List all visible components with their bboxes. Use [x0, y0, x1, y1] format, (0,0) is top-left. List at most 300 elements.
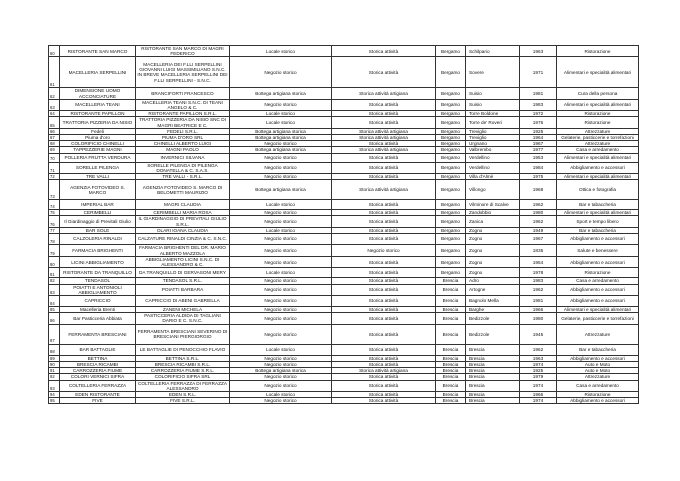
shop-sign-cell: Il Giardinaggio di Previtali Giulio — [60, 216, 136, 227]
shop-type-cell: Negozio storico — [230, 307, 332, 313]
shop-sign-cell: BETTINA — [60, 355, 136, 361]
row-number: 84 — [49, 296, 60, 307]
row-number: 60 — [49, 46, 60, 57]
municipality-cell: Zandobbio — [466, 210, 520, 216]
category-cell: Storica attività artigiana — [332, 135, 436, 141]
shop-type-cell: Bottega artigiana storica — [230, 88, 332, 99]
sector-cell: Alimentari e specialità alimentari — [557, 210, 639, 216]
shop-type-cell: Bottega artigiana storica — [230, 147, 332, 153]
table-row — [49, 380, 639, 391]
founding-year-cell: 1962 — [520, 216, 557, 227]
company-name-cell: CAPRICCIO DI ABENI GABRIELLA — [136, 296, 230, 307]
founding-year-cell: 1925 — [520, 128, 557, 134]
company-name-cell: CERIMBELLI MARIA ROSA — [136, 210, 230, 216]
company-name-cell: FERRAMENTA BRESCIANI SEVERINO DI BRESCIANI PIERGIORGIO — [136, 324, 230, 344]
founding-year-cell: 1963 — [520, 355, 557, 361]
category-cell: Storica attività — [332, 216, 436, 227]
founding-year-cell: 1975 — [520, 174, 557, 180]
municipality-cell: Zogno — [466, 268, 520, 278]
province-cell: Brescia — [436, 313, 466, 324]
category-cell: Storica attività — [332, 307, 436, 313]
founding-year-cell: 1972 — [520, 111, 557, 117]
shop-sign-cell: EDEN RISTORANTE — [60, 391, 136, 397]
founding-year-cell: 1983 — [520, 278, 557, 284]
table-row — [49, 46, 639, 57]
province-cell: Bergamo — [436, 88, 466, 99]
shop-type-cell: Negozio storico — [230, 374, 332, 380]
table-row — [49, 324, 639, 344]
shop-type-cell: Negozio storico — [230, 296, 332, 307]
category-cell: Storica attività artigiana — [332, 368, 436, 374]
sector-cell: Gelaterie, pasticcerie e torrefazioni — [557, 135, 639, 141]
company-name-cell: BETTINA S.R.L. — [136, 355, 230, 361]
shop-type-cell: Negozio storico — [230, 99, 332, 110]
founding-year-cell: 1964 — [520, 135, 557, 141]
founding-year-cell: 1978 — [520, 268, 557, 278]
table-row — [49, 284, 639, 295]
row-number: 94 — [49, 391, 60, 397]
municipality-cell: Adro — [466, 278, 520, 284]
province-cell: Brescia — [436, 398, 466, 404]
row-number: 75 — [49, 210, 60, 216]
category-cell: Storica attività — [332, 141, 436, 147]
founding-year-cell: 1967 — [520, 234, 557, 245]
table-row — [49, 296, 639, 307]
category-cell: Storica attività — [332, 324, 436, 344]
shop-sign-cell: TRE VALLI — [60, 174, 136, 180]
category-cell: Storica attività — [332, 278, 436, 284]
company-name-cell: COLORIFICIO SIFRA SRL — [136, 374, 230, 380]
row-number: 89 — [49, 355, 60, 361]
shop-sign-cell: CERIMBELLI — [60, 210, 136, 216]
shop-sign-cell: FARMACIA BRIGHENTI — [60, 245, 136, 257]
table-row — [49, 117, 639, 128]
table-row — [49, 57, 639, 88]
municipality-cell: Urgnano — [466, 141, 520, 147]
municipality-cell: Brescia — [466, 368, 520, 374]
company-name-cell: MACELLERIA TEANI S.N.C. DI TEANI ANGELO & C. — [136, 99, 230, 110]
founding-year-cell: 1962 — [520, 200, 557, 210]
shop-type-cell: Negozio storico — [230, 174, 332, 180]
province-cell: Bergamo — [436, 257, 466, 268]
company-name-cell: PASTICCERIA ALDIDA DI TAGLIANI DARIO E C. S.N.C. — [136, 313, 230, 324]
shop-type-cell: Negozio storico — [230, 324, 332, 344]
category-cell: Storica attività — [332, 361, 436, 367]
municipality-cell: Treviglio — [466, 135, 520, 141]
row-number: 77 — [49, 227, 60, 233]
province-cell: Brescia — [436, 380, 466, 391]
province-cell: Bergamo — [436, 174, 466, 180]
shop-type-cell: Locale storico — [230, 268, 332, 278]
shop-type-cell: Negozio storico — [230, 162, 332, 173]
shop-sign-cell: AGENZIA FOTOVIDEO S. MARCO — [60, 180, 136, 200]
municipality-cell: Bedizzole — [466, 313, 520, 324]
category-cell: Storica attività — [332, 398, 436, 404]
founding-year-cell: 1966 — [520, 391, 557, 397]
category-cell: Storica attività — [332, 313, 436, 324]
founding-year-cell: 1966 — [520, 307, 557, 313]
table-row — [49, 313, 639, 324]
province-cell: Bergamo — [436, 162, 466, 173]
province-cell: Brescia — [436, 344, 466, 355]
category-cell: Storica attività — [332, 391, 436, 397]
table-row — [49, 99, 639, 110]
founding-year-cell: 1976 — [520, 117, 557, 128]
row-number: 91 — [49, 368, 60, 374]
sector-cell: Abbigliamento e accessori — [557, 355, 639, 361]
sector-cell: Abbigliamento e accessori — [557, 284, 639, 295]
shop-sign-cell: BAR SOLE — [60, 227, 136, 233]
table-row — [49, 245, 639, 257]
sector-cell: Alimentari e specialità alimentari — [557, 174, 639, 180]
founding-year-cell: 1945 — [520, 324, 557, 344]
category-cell: Storica attività — [332, 153, 436, 162]
company-name-cell: RISTORANTE SAN MARCO DI MAGRI FEDERICO — [136, 46, 230, 57]
company-name-cell: INVERNICI SILVANA — [136, 153, 230, 162]
company-name-cell: MAGRI CLAUDIA — [136, 200, 230, 210]
row-number: 92 — [49, 374, 60, 380]
category-cell: Storica attività — [332, 162, 436, 173]
company-name-cell: ABBIGLIAMENTO LICINI S.N.C. DI ALESSANDRO & C. — [136, 257, 230, 268]
table-body — [49, 46, 639, 404]
company-name-cell: SORELLE PILENGA DI PILENGA DONATELLA & C. S.A.S. — [136, 162, 230, 173]
row-number: 67 — [49, 135, 60, 141]
shop-type-cell: Locale storico — [230, 46, 332, 57]
municipality-cell: Villa d'Almè — [466, 174, 520, 180]
company-name-cell: CARROZZERIA FIUME S.R.L. — [136, 368, 230, 374]
municipality-cell: Suisio — [466, 99, 520, 110]
sector-cell: Ristorazione — [557, 111, 639, 117]
shop-sign-cell: FIVE — [60, 398, 136, 404]
province-cell: Brescia — [436, 307, 466, 313]
municipality-cell: Torre de' Roveri — [466, 117, 520, 128]
sector-cell: Alimentari e specialità alimentari — [557, 307, 639, 313]
shop-type-cell: Negozio storico — [230, 210, 332, 216]
shop-type-cell: Negozio storico — [230, 361, 332, 367]
category-cell: Storica attività artigiana — [332, 180, 436, 200]
province-cell: Bergamo — [436, 128, 466, 134]
municipality-cell: Brescia — [466, 374, 520, 380]
province-cell: Bergamo — [436, 268, 466, 278]
shop-type-cell: Bottega artigiana storica — [230, 128, 332, 134]
province-cell: Bergamo — [436, 234, 466, 245]
province-cell: Bergamo — [436, 135, 466, 141]
row-number: 69 — [49, 147, 60, 153]
founding-year-cell: 1974 — [520, 398, 557, 404]
company-name-cell: BRESCIA RICAMBI S.R.L. — [136, 361, 230, 367]
category-cell: Storica attività — [332, 284, 436, 295]
row-number: 64 — [49, 111, 60, 117]
founding-year-cell: 1971 — [520, 57, 557, 88]
row-number: 86 — [49, 313, 60, 324]
company-name-cell: POIATTI BARBARA — [136, 284, 230, 295]
company-name-cell: RISTORANTE PAPILLON S.R.L. — [136, 111, 230, 117]
company-name-cell: FIVE S.R.L. — [136, 398, 230, 404]
shop-sign-cell: CALZOLERIA RINALDI — [60, 234, 136, 245]
category-cell: Storica attività artigiana — [332, 128, 436, 134]
sector-cell: Ristorazione — [557, 46, 639, 57]
shop-sign-cell: BAR BATTAGLIE — [60, 344, 136, 355]
sector-cell: Abbigliamento e accessori — [557, 162, 639, 173]
sector-cell: Ristorazione — [557, 268, 639, 278]
province-cell: Brescia — [436, 284, 466, 295]
founding-year-cell: 1962 — [520, 344, 557, 355]
shop-sign-cell: Fedeli — [60, 128, 136, 134]
sector-cell: Attrezzature — [557, 374, 639, 380]
table-row — [49, 234, 639, 245]
province-cell: Bergamo — [436, 216, 466, 227]
province-cell: Brescia — [436, 324, 466, 344]
founding-year-cell: 1962 — [520, 284, 557, 295]
historic-shops-table — [48, 45, 639, 404]
shop-sign-cell: FERRAMENTA BRESCIANI — [60, 324, 136, 344]
municipality-cell: Zogno — [466, 227, 520, 233]
category-cell: Storica attività — [332, 380, 436, 391]
province-cell: Bergamo — [436, 46, 466, 57]
shop-sign-cell: BRESCIA RICAMBI — [60, 361, 136, 367]
row-number: 70 — [49, 153, 60, 162]
row-number: 83 — [49, 284, 60, 295]
shop-sign-cell: MACELLERIA SERPELLINI — [60, 57, 136, 88]
province-cell: Bergamo — [436, 147, 466, 153]
municipality-cell: Zogno — [466, 234, 520, 245]
shop-type-cell: Negozio storico — [230, 57, 332, 88]
founding-year-cell: 1977 — [520, 147, 557, 153]
category-cell: Storica attività artigiana — [332, 88, 436, 99]
sector-cell: Attrezzature — [557, 128, 639, 134]
sector-cell: Ristorazione — [557, 391, 639, 397]
municipality-cell: Torre Boldone — [466, 111, 520, 117]
founding-year-cell: 1835 — [520, 245, 557, 257]
row-number: 63 — [49, 99, 60, 110]
shop-sign-cell: SORELLE PILENGA — [60, 162, 136, 173]
shop-type-cell: Negozio storico — [230, 284, 332, 295]
province-cell: Brescia — [436, 296, 466, 307]
row-number: 81 — [49, 268, 60, 278]
table-row — [49, 398, 639, 404]
row-number: 61 — [49, 57, 60, 88]
category-cell: Storica attività — [332, 99, 436, 110]
sector-cell: Bar e tabaccheria — [557, 344, 639, 355]
province-cell: Bergamo — [436, 99, 466, 110]
municipality-cell: Brescia — [466, 361, 520, 367]
municipality-cell: Zogno — [466, 245, 520, 257]
municipality-cell: Brescia — [466, 355, 520, 361]
table-row — [49, 88, 639, 99]
shop-sign-cell: COLTELLERIA FERRAZZA — [60, 380, 136, 391]
company-name-cell: TENDASOL S.R.L. — [136, 278, 230, 284]
category-cell: Storica attività artigiana — [332, 147, 436, 153]
category-cell: Storica attività — [332, 174, 436, 180]
row-number: 74 — [49, 200, 60, 210]
company-name-cell: AGENZIA FOTOVIDEO S. MARCO DI BELOMETTI MAURIZIO — [136, 180, 230, 200]
shop-sign-cell: TAPPEZZERIE MAGNI — [60, 147, 136, 153]
row-number: 68 — [49, 141, 60, 147]
province-cell: Bergamo — [436, 141, 466, 147]
row-number: 78 — [49, 234, 60, 245]
table-row — [49, 257, 639, 268]
founding-year-cell: 1981 — [520, 296, 557, 307]
municipality-cell: Brescia — [466, 398, 520, 404]
shop-type-cell: Negozio storico — [230, 313, 332, 324]
category-cell: Storica attività — [332, 344, 436, 355]
row-number: 80 — [49, 257, 60, 268]
shop-type-cell: Negozio storico — [230, 355, 332, 361]
shop-sign-cell: POIATTI E ANTONIOLI ABBIGLIAMENTO — [60, 284, 136, 295]
sector-cell: Alimentari e specialità alimentari — [557, 153, 639, 162]
province-cell: Bergamo — [436, 180, 466, 200]
shop-type-cell: Negozio storico — [230, 398, 332, 404]
company-name-cell: CHINELLI ALBERTO LUIGI — [136, 141, 230, 147]
shop-type-cell: Locale storico — [230, 117, 332, 128]
sector-cell: Auto e Moto — [557, 361, 639, 367]
company-name-cell: LE BATTAGLIE DI PENOCCHIO FLAVIO — [136, 344, 230, 355]
company-name-cell: OLARI IOANA CLAUDIA — [136, 227, 230, 233]
municipality-cell: Villongo — [466, 180, 520, 200]
sector-cell: Cura della persona — [557, 88, 639, 99]
founding-year-cell: 1974 — [520, 361, 557, 367]
sector-cell: Salute e benessere — [557, 245, 639, 257]
founding-year-cell: 1967 — [520, 141, 557, 147]
shop-type-cell: Negozio storico — [230, 141, 332, 147]
category-cell: Storica attività — [332, 200, 436, 210]
category-cell: Storica attività — [332, 227, 436, 233]
municipality-cell: Suisio — [466, 88, 520, 99]
table-row — [49, 200, 639, 210]
table-row — [49, 216, 639, 227]
municipality-cell: Zogno — [466, 257, 520, 268]
founding-year-cell: 1980 — [520, 313, 557, 324]
sector-cell: Auto e Moto — [557, 368, 639, 374]
founding-year-cell: 1963 — [520, 46, 557, 57]
province-cell: Bergamo — [436, 210, 466, 216]
province-cell: Brescia — [436, 361, 466, 367]
shop-sign-cell: Piuma d'oro — [60, 135, 136, 141]
company-name-cell: PIUMA D'ORO SRL — [136, 135, 230, 141]
company-name-cell: MAGNI PAOLO — [136, 147, 230, 153]
table-row — [49, 268, 639, 278]
company-name-cell: FEDELI S.R.L. — [136, 128, 230, 134]
row-number: 90 — [49, 361, 60, 367]
municipality-cell: Schilpario — [466, 46, 520, 57]
register-sheet — [48, 45, 638, 404]
founding-year-cell: 1974 — [520, 380, 557, 391]
shop-sign-cell: LICINI ABBIGLIAMENTO — [60, 257, 136, 268]
sector-cell: Gelaterie, pasticcerie e torrefazioni — [557, 313, 639, 324]
shop-type-cell: Negozio storico — [230, 245, 332, 257]
shop-sign-cell: CAPRICCIO — [60, 296, 136, 307]
shop-sign-cell: RISTORANTE DA TRANQUILLO — [60, 268, 136, 278]
shop-sign-cell: RISTORANTE SAN MARCO — [60, 46, 136, 57]
shop-sign-cell: COLORI VERNICI SIFRA — [60, 374, 136, 380]
municipality-cell: Verdellino — [466, 153, 520, 162]
province-cell: Bergamo — [436, 153, 466, 162]
shop-sign-cell: Macelleria Brenti — [60, 307, 136, 313]
sector-cell: Sport e tempo libero — [557, 216, 639, 227]
category-cell: Storica attività — [332, 111, 436, 117]
table-row — [49, 180, 639, 200]
municipality-cell: Treviglio — [466, 128, 520, 134]
category-cell: Storica attività — [332, 117, 436, 128]
founding-year-cell: 1968 — [520, 180, 557, 200]
row-number: 62 — [49, 88, 60, 99]
province-cell: Bergamo — [436, 227, 466, 233]
founding-year-cell: 1981 — [520, 88, 557, 99]
founding-year-cell: 1954 — [520, 257, 557, 268]
shop-type-cell: Bottega artigiana storica — [230, 368, 332, 374]
founding-year-cell: 1983 — [520, 99, 557, 110]
shop-type-cell: Locale storico — [230, 111, 332, 117]
table-row — [49, 153, 639, 162]
sector-cell: Bar e tabaccheria — [557, 227, 639, 233]
row-number: 79 — [49, 245, 60, 257]
municipality-cell: Brescia — [466, 380, 520, 391]
category-cell: Storica attività — [332, 234, 436, 245]
shop-sign-cell: POLLERIA FRUTTA VERDURA — [60, 153, 136, 162]
municipality-cell: Brescia — [466, 391, 520, 397]
municipality-cell: Valbrembo — [466, 147, 520, 153]
shop-type-cell: Locale storico — [230, 200, 332, 210]
row-number: 76 — [49, 216, 60, 227]
company-name-cell: FARMACIA BRIGHENTI DEL DR. MARIO ALBERTO MAZZOLA — [136, 245, 230, 257]
sector-cell: Attrezzature — [557, 324, 639, 344]
province-cell: Bergamo — [436, 57, 466, 88]
shop-type-cell: Locale storico — [230, 227, 332, 233]
sector-cell: Casa e arredamento — [557, 147, 639, 153]
shop-type-cell: Negozio storico — [230, 380, 332, 391]
sector-cell: Ristorazione — [557, 117, 639, 128]
table-row — [49, 162, 639, 173]
sector-cell: Abbigliamento e accessori — [557, 257, 639, 268]
shop-type-cell: Negozio storico — [230, 234, 332, 245]
company-name-cell: DA TRANQUILLO DI GERVASONI MERY — [136, 268, 230, 278]
row-number: 82 — [49, 278, 60, 284]
province-cell: Bergamo — [436, 245, 466, 257]
shop-type-cell: Bottega artigiana storica — [230, 180, 332, 200]
row-number: 93 — [49, 380, 60, 391]
shop-sign-cell: TENDASOL — [60, 278, 136, 284]
shop-sign-cell: MACELLERIA TEANI — [60, 99, 136, 110]
founding-year-cell: 1979 — [520, 374, 557, 380]
category-cell: Storica attività — [332, 46, 436, 57]
shop-sign-cell: IMPERIAL BAR — [60, 200, 136, 210]
shop-type-cell: Locale storico — [230, 391, 332, 397]
sector-cell: Alimentari e specialità alimentari — [557, 99, 639, 110]
table-row — [49, 344, 639, 355]
shop-sign-cell: DIMENSIONE UOMO ACCONCIATURE — [60, 88, 136, 99]
company-name-cell: COLTELLERIA FERRAZZA DI FERRAZZA ALESSANDRO — [136, 380, 230, 391]
category-cell: Storica attività — [332, 257, 436, 268]
shop-type-cell: Negozio storico — [230, 216, 332, 227]
company-name-cell: TRATTORIA PIZZERIA DA NISIO SNC DI MAGRI BEATRICE E C. — [136, 117, 230, 128]
founding-year-cell: 1953 — [520, 153, 557, 162]
category-cell: Storica attività — [332, 296, 436, 307]
row-number: 73 — [49, 180, 60, 200]
province-cell: Brescia — [436, 368, 466, 374]
province-cell: Brescia — [436, 355, 466, 361]
sector-cell: Abbigliamento e accessori — [557, 398, 639, 404]
sector-cell: Attrezzature — [557, 141, 639, 147]
founding-year-cell: 1980 — [520, 210, 557, 216]
company-name-cell: MACELLERIA DEI F.LLI SERPELLINI GIOVANNI LUIGI MASSIMILIANO S.N.C. IN BREVE MACELLERIA SERPELLINI DEI F.LLI SERPELLINI - S.N.C. — [136, 57, 230, 88]
shop-type-cell: Negozio storico — [230, 278, 332, 284]
province-cell: Brescia — [436, 374, 466, 380]
category-cell: Storica attività — [332, 355, 436, 361]
shop-sign-cell: Bar Pasticceria Abbiata — [60, 313, 136, 324]
row-number: 72 — [49, 174, 60, 180]
company-name-cell: TRE VALLI - S.R.L. — [136, 174, 230, 180]
founding-year-cell: 1949 — [520, 227, 557, 233]
